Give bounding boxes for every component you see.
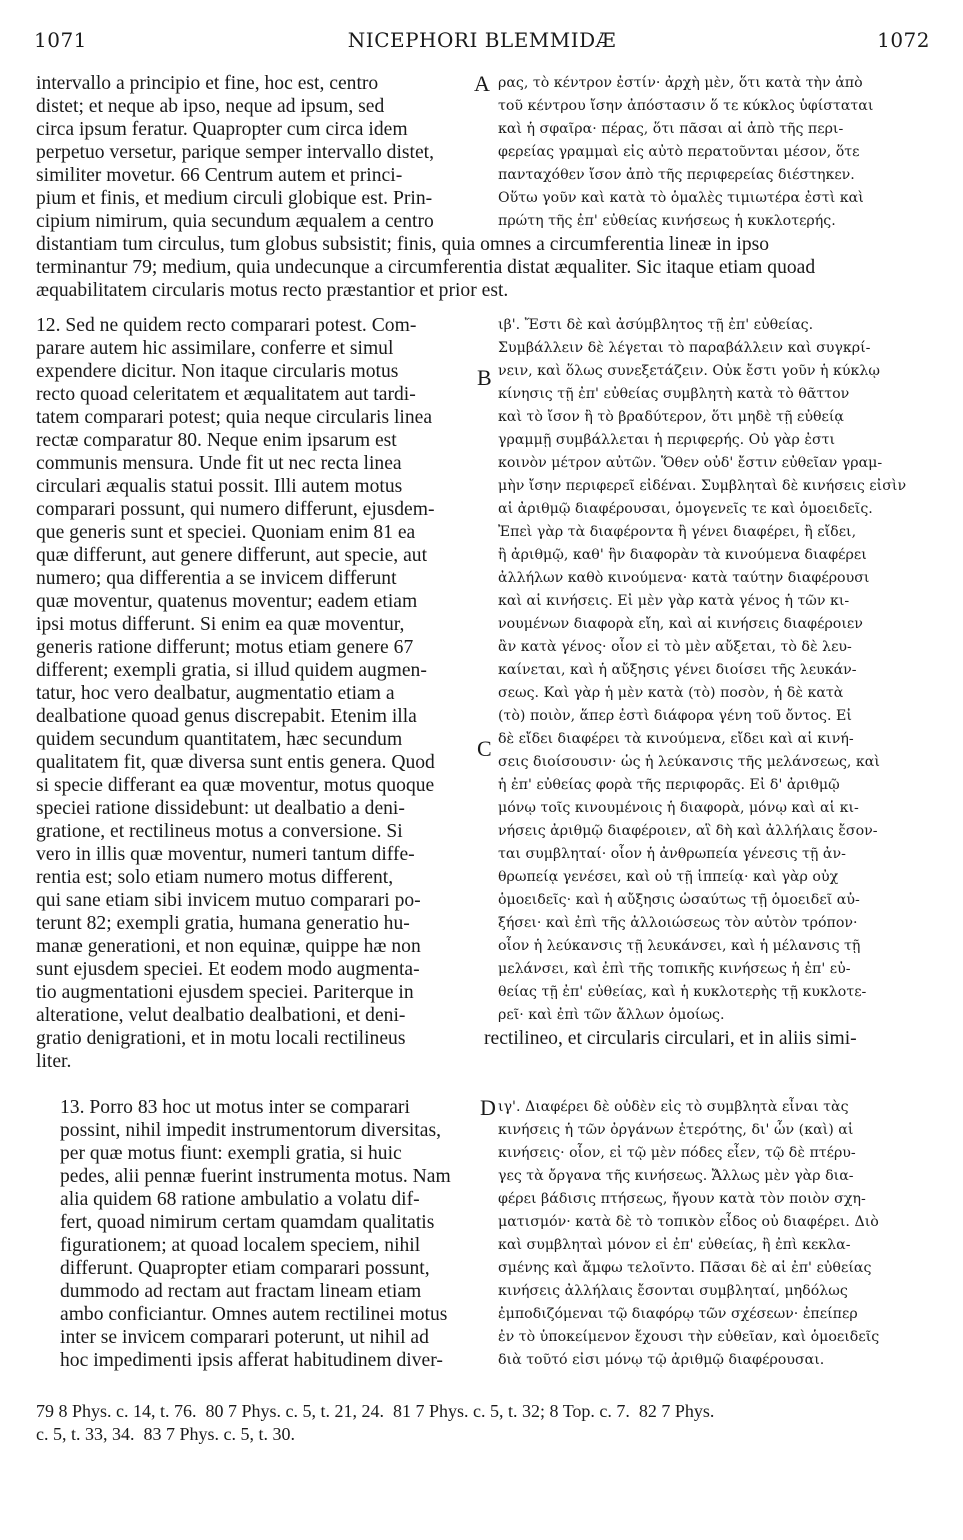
latin-line: recto quoad celeritatem et æqualitatem aut tardi- <box>36 384 416 405</box>
greek-line: καίνεται, καὶ ἡ αὔξησις γένει διοίσει τῆς λευκάν- <box>498 662 857 678</box>
greek-line: ἐμποδιζόμεναι τῷ διαφόρῳ τῶν σχέσεων· ἐπείπερ <box>498 1306 858 1322</box>
page-number-right: 1072 <box>877 28 930 52</box>
latin-line: perpetuo versetur, parique semper intervallo distet, <box>36 142 435 163</box>
margin-letter-c: C <box>477 736 492 761</box>
greek-line: Ἐπεὶ γὰρ τὰ διαφέροντα ἢ γένει διαφέρει, ἢ εἴδει, <box>498 524 857 540</box>
latin-line: different; exempli gratia, si illud quidem augmen- <box>36 660 427 681</box>
margin-letter-b: B <box>477 365 492 390</box>
greek-line: δὲ εἴδει διαφέρει τὰ κινούμενα, εἴδει καὶ αἱ κινή- <box>498 731 854 747</box>
latin-line: circulari æqualis statui possit. Illi autem motus <box>36 476 403 497</box>
latin-line: intervallo a principio et fine, hoc est, centro <box>36 73 379 94</box>
latin-line: figurationem; at quoad localem speciem, nihil <box>60 1235 421 1256</box>
latin-line: cipium nimirum, quia secundum æqualem a centro <box>36 211 434 232</box>
latin-line: sunt ejusdem speciei. Et eodem modo augmenta- <box>36 959 420 980</box>
greek-line: οἷον ἡ λεύκανσις τῇ λευκάνσει, καὶ ἡ μέλανσις τῇ <box>498 938 861 954</box>
latin-line: tatur, hoc vero dealbatur, augmentatio etiam a <box>36 683 395 704</box>
greek-line: αἱ ἀριθμῷ διαφέρουσαι, ὁμογενεῖς τε καὶ ὁμοειδεῖς. <box>498 501 873 517</box>
latin-line: que generis sunt et speciei. Quoniam enim 81 ea <box>36 522 416 543</box>
running-title: NICEPHORI BLEMMIDÆ <box>347 28 617 52</box>
greek-line: νουμένων διαφορὰ εἴη, καὶ αἱ κινήσεις διαφέροιεν <box>498 616 863 632</box>
greek-line: ἂν κατὰ γένος· οἷον εἰ τὸ μὲν αὔξεται, τὸ δὲ λευ- <box>498 639 852 655</box>
latin-line: pedes, alii pennæ fuerint instrumenta motus. Nam <box>60 1166 451 1187</box>
latin-line: qui sane etiam sibi invicem mutuo comparari po- <box>36 890 421 911</box>
latin-line: 13. Porro 83 hoc ut motus inter se comparari <box>60 1097 410 1118</box>
full-width-line: terminantur 79; medium, quia undecunque a circumferentia distat æqualiter. Sic itaque etiam quoad <box>36 257 816 278</box>
margin-letter-a: A <box>474 71 490 96</box>
latin-line: circa ipsum feratur. Quapropter cum circa idem <box>36 119 408 140</box>
greek-line: καὶ ἡ σφαῖρα· πέρας, ὅτι πᾶσαι αἱ ἀπὸ τῆς περι- <box>498 121 844 137</box>
greek-line: ἐν τὸ ὑποκείμενον ἔχουσι τὴν εὐθεῖαν, καὶ ὁμοειδεῖς <box>498 1329 880 1345</box>
greek-line: ρας, τὸ κέντρον ἐστίν· ἀρχὴ μὲν, ὅτι κατὰ τὴν ἀπὸ <box>498 75 863 91</box>
greek-line: ὁμοειδεῖς· καὶ ἡ αὔξησις ὡσαύτως τῇ ὁμοειδεῖ αὐ- <box>498 892 860 908</box>
latin-line: rectæ comparatur 80. Neque enim ipsarum est <box>36 430 397 451</box>
latin-line: inter se invicem comparari poterunt, ut nihil ad <box>60 1327 429 1348</box>
greek-line: ιβ'. Ἔστι δὲ καὶ ἀσύμβλητος τῇ ἐπ' εὐθείας. <box>498 317 814 333</box>
latin-line: differunt. Quapropter etiam comparari possunt, <box>60 1258 430 1279</box>
greek-line: μόνῳ τοῖς κινουμένοις ἡ διαφορὰ, μόνῳ καὶ αἱ κι- <box>498 800 859 816</box>
greek-line: ἡ ἐπ' εὐθείας φορὰ τῆς περιφορᾶς. Εἰ δ' ἀριθμῷ <box>498 777 840 793</box>
latin-line: hoc impedimenti ipsis afferat habitudinem diver- <box>60 1350 443 1371</box>
greek-line: φερείας γραμμαὶ εἰς αὐτὸ περατοῦνται μέσον, ὅτε <box>498 144 860 160</box>
latin-line: gratio denigrationi, et in motu locali rectilineus <box>36 1028 406 1049</box>
full-width-line: æquabilitatem circularis motus recto præstantior et prior est. <box>36 280 509 301</box>
greek-line: πανταχόθεν ἴσον ἀπὸ τῆς περιφερείας διέστηκεν. <box>498 167 855 183</box>
latin-line: speciei ratione dissidebunt: ut dealbatio a deni- <box>36 798 405 819</box>
latin-line: quidem secundum quantitatem, hæc secundum <box>36 729 403 750</box>
latin-line: dealbatione quoad genus discrepabit. Etenim illa <box>36 706 417 727</box>
greek-line: (τὸ) ποιὸν, ἅπερ ἐστὶ διάφορα γένη τοῦ ὄντος. Εἰ <box>498 708 852 724</box>
footnote-line: c. 5, t. 33, 34. 83 7 Phys. c. 5, t. 30. <box>36 1424 295 1444</box>
page-number-left: 1071 <box>34 28 87 52</box>
greek-line: γες τὰ ὄργανα τῆς κινήσεως. Ἄλλως μὲν γὰρ δια- <box>498 1168 854 1184</box>
latin-line: expendere dicitur. Non itaque circularis motus <box>36 361 399 382</box>
latin-line: numero; qua differentia a se invicem differunt <box>36 568 397 589</box>
latin-line: manæ generationi, et non equinæ, quippe hæ non <box>36 936 421 957</box>
greek-line: ἀλλήλων καθὸ κινούμενα· κατὰ ταύτην διαφέρουσι <box>498 570 870 586</box>
latin-line: dummodo ad rectam aut fractam lineam etiam <box>60 1281 422 1302</box>
greek-line: γραμμῇ συμβάλλεται ἡ περιφερής. Οὐ γὰρ ἐστι <box>498 432 836 448</box>
greek-line: φέρει βάδισις πτήσεως, ἤγουν κατὰ τὸν ποιὸν σχη- <box>498 1191 866 1207</box>
greek-line: τοῦ κέντρου ἴσην ἀπόστασιν ὅ τε κύκλος ὑφίσταται <box>498 98 874 114</box>
greek-line: μελάνσει, καὶ ἐπὶ τῆς τοπικῆς κινήσεως ἡ ἐπ' εὐ- <box>498 961 851 977</box>
latin-line: comparari possunt, qui numero differunt, ejusdem- <box>36 499 435 520</box>
latin-line: ambo conficiantur. Omnes autem rectilinei motus <box>60 1304 448 1325</box>
greek-line: Συμβάλλειν δὲ λέγεται τὸ παραβάλλειν καὶ συγκρί- <box>498 340 871 356</box>
greek-line: κοινὸν μέτρον αὐτῶν. Ὅθεν οὐδ' ἔστιν εὐθεῖαν γραμ- <box>498 455 883 471</box>
latin-line: tio augmentationi ejusdem speciei. Pariterque in <box>36 982 414 1003</box>
greek-line: κινήσεις ἡ τῶν ὀργάνων ἑτερότης, δι' ὧν (καὶ) αἱ <box>498 1122 854 1138</box>
latin-line: rentia est; solo etiam numero motus different, <box>36 867 394 888</box>
greek-line: ματισμόν· κατὰ δὲ τὸ τοπικὸν εἶδος οὐ διαφέρει. Διὸ <box>498 1214 879 1230</box>
latin-line: gratione, et rectilineus motus a conversione. Si <box>36 821 403 842</box>
latin-line: communis mensura. Unde fit ut nec recta linea <box>36 453 402 474</box>
greek-line: καὶ αἱ κινήσεις. Εἰ μὲν γὰρ κατὰ γένος ἡ τῶν κι- <box>498 593 850 609</box>
greek-line: θείας τῇ ἐπ' εὐθείας, καὶ ἡ κυκλοτερὴς τῇ κυκλοτε- <box>498 984 867 1000</box>
greek-line: σεως. Καὶ γὰρ ἡ μὲν κατὰ (τὸ) ποσὸν, ἡ δὲ κατὰ <box>498 685 844 701</box>
footnote-line: 79 8 Phys. c. 14, t. 76. 80 7 Phys. c. 5, t. 21, 24. 81 7 Phys. c. 5, t. 32; 8 Top. c. 7. 82 7 Phys. <box>36 1401 715 1421</box>
greek-line: θρωπείᾳ γενέσει, καὶ οὐ τῇ ἱππείᾳ· καὶ γὰρ οὐχ <box>498 869 839 885</box>
greek-line: καὶ συμβληταὶ μόνον εἰ ἐπ' εὐθείας, ἢ ἐπὶ κεκλα- <box>498 1237 851 1253</box>
greek-line: κινήσεις ἀλλήλαις ἔσονται συμβληταί, μηδόλως <box>498 1283 848 1299</box>
latin-line: alia quidem 68 ratione ambulatio a volatu dif- <box>60 1189 420 1210</box>
latin-line: qualitatem fit, quæ diversa sunt entis genera. Quod <box>36 752 435 773</box>
latin-line: per quæ motus fiunt: exempli gratia, si huic <box>60 1143 402 1164</box>
greek-line: ιγ'. Διαφέρει δὲ οὐδὲν εἰς τὸ συμβλητὰ εἶναι τὰς <box>498 1099 849 1115</box>
greek-line: ται συμβληταί· οἷον ἡ ἀνθρωπεία γένεσις τῇ ἀν- <box>498 846 846 862</box>
latin-line: pium et finis, et medium circuli globique est. Prin- <box>36 188 433 209</box>
greek-line: κίνησις τῇ ἐπ' εὐθείας συμβλητὴ κατὰ τὸ θᾶττον <box>498 386 850 402</box>
latin-line: ipsi motus differunt. Si enim ea quæ moventur, <box>36 614 405 635</box>
latin-line: distet; et neque ab ipso, neque ad ipsum, sed <box>36 96 385 117</box>
greek-line: καὶ τὸ ἴσον ἢ τὸ βραδύτερον, ὅτι μηδὲ τῇ εὐθείᾳ <box>498 409 844 425</box>
greek-line: διὰ τοῦτό εἰσι μόνῳ τῷ ἀριθμῷ διαφέρουσαι. <box>498 1352 825 1368</box>
latin-line: quæ differunt, aut genere differunt, aut specie, aut <box>36 545 428 566</box>
greek-line: κινήσεις· οἷον, εἰ τῷ μὲν πόδες εἶεν, τῷ δὲ πτέρυ- <box>498 1145 856 1161</box>
greek-line: νήσεις ἀριθμῷ διαφέροιεν, αἳ δὴ καὶ ἀλλήλαις ἔσον- <box>498 823 878 839</box>
latin-line: parare autem hic assimilare, conferre et simul <box>36 338 394 359</box>
latin-line: tatem comparari potest; quia neque circularis linea <box>36 407 433 428</box>
full-width-line: rectilineo, et circularis circulari, et in aliis simi- <box>484 1028 857 1049</box>
latin-line: similiter movetur. 66 Centrum autem et princi- <box>36 165 403 186</box>
running-header <box>34 28 930 54</box>
latin-line: vero in illis quæ moventur, numeri tantum diffe- <box>36 844 415 865</box>
latin-line: terunt 82; exempli gratia, humana generatio hu- <box>36 913 410 934</box>
greek-line: ξήσει· καὶ ἐπὶ τῆς ἀλλοιώσεως τὸν αὐτὸν τρόπον· <box>498 915 858 931</box>
greek-line: ἢ ἀριθμῷ, καθ' ἣν διαφορὰν τὰ κινούμενα διαφέρει <box>498 547 867 563</box>
greek-line: νειν, καὶ ὅλως συνεξετάζειν. Οὐκ ἔστι γοῦν ἡ κύκλῳ <box>498 363 880 379</box>
latin-line: 12. Sed ne quidem recto comparari potest. Com- <box>36 315 417 336</box>
greek-line: Οὕτω γοῦν καὶ κατὰ τὸ ὁμαλὲς τιμιωτέρα ἐστὶ καὶ <box>498 190 864 206</box>
latin-line: fert, quoad nimirum certam quamdam qualitatis <box>60 1212 435 1233</box>
latin-line: alteratione, velut dealbatio dealbationi, et deni- <box>36 1005 406 1026</box>
latin-line: possint, nihil impedit instrumentorum diversitas, <box>60 1120 441 1141</box>
margin-letter-d: D <box>480 1095 496 1120</box>
greek-line: σεις διοίσουσιν· ὡς ἡ λεύκανσις τῆς μελάνσεως, καὶ <box>498 754 880 770</box>
greek-line: μὴν ἴσην περιφερεῖ εἰδέναι. Συμβληταὶ δὲ κινήσεις εἰσὶν <box>498 478 907 494</box>
greek-line: πρώτη τῆς ἐπ' εὐθείας κινήσεως ἡ κυκλοτερής. <box>498 213 836 229</box>
latin-line: si specie differant ea quæ moventur, motus quoque <box>36 775 435 796</box>
full-width-line: distantiam tum circulus, tum globus subsistit; finis, quia omnes a circumferentia lineæ in ipso <box>36 234 770 255</box>
latin-line: liter. <box>36 1051 72 1072</box>
greek-line: σμένης καὶ ἄμφω τελοῖντο. Πᾶσαι δὲ αἱ ἐπ' εὐθείας <box>498 1260 872 1276</box>
greek-line: ρεῖ· καὶ ἐπὶ τῶν ἄλλων ὁμοίως. <box>498 1007 725 1023</box>
latin-line: generis ratione differunt; motus etiam genere 67 <box>36 637 414 658</box>
latin-line: quæ moventur, quatenus moventur; eadem etiam <box>36 591 418 612</box>
